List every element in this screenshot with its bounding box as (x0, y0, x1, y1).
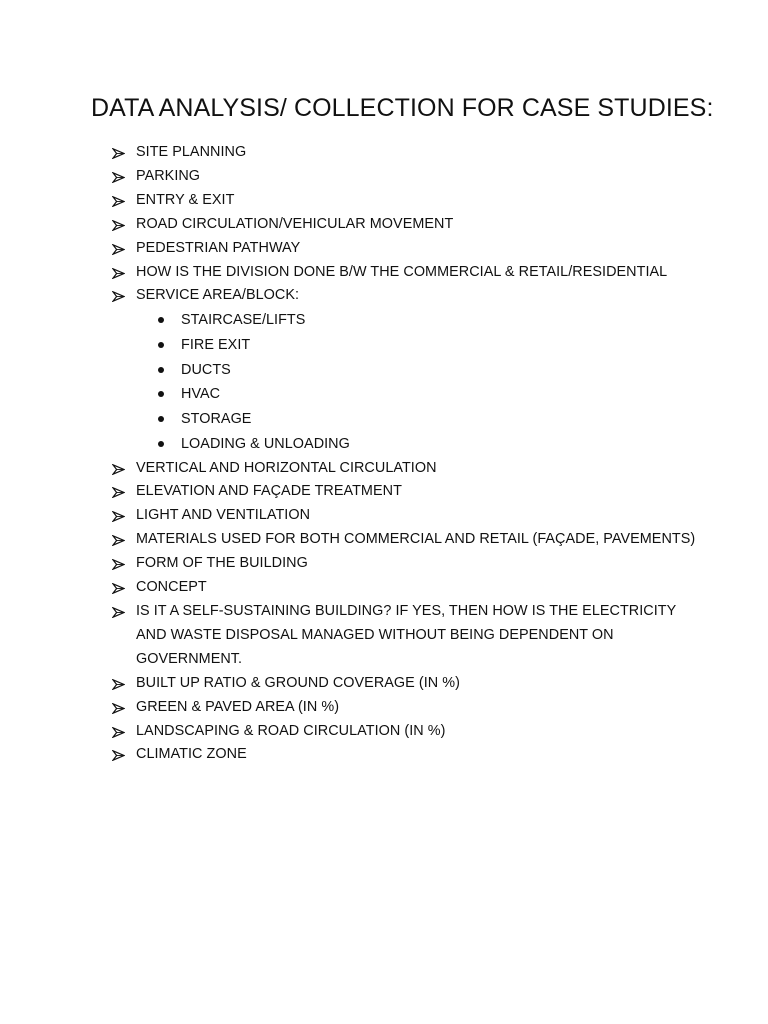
round-bullet-icon (158, 416, 164, 422)
sublist-item-label: LOADING & UNLOADING (181, 435, 350, 452)
list-item-materials (0, 528, 768, 552)
list-item-elevation-facade (0, 480, 768, 504)
round-bullet-icon (158, 367, 164, 373)
arrowhead-bullet-icon (112, 148, 125, 159)
sublist-item (181, 358, 688, 383)
list-item-pedestrian-pathway (0, 237, 768, 261)
arrowhead-bullet-icon (112, 196, 125, 207)
arrowhead-bullet-icon (112, 607, 125, 618)
list-item-label: HOW IS THE DIVISION DONE B/W THE COMMERCIAL & RETAIL/RESIDENTIAL (136, 263, 668, 280)
list-item-label: CONCEPT (136, 579, 207, 596)
list-item-parking (0, 165, 768, 189)
sublist-item-label: HVAC (181, 386, 221, 403)
list-item-label: GREEN & PAVED AREA (IN %) (136, 698, 340, 715)
checklist (0, 141, 768, 767)
list-item-concept (0, 576, 768, 600)
arrowhead-bullet-icon (112, 750, 125, 761)
page-title: DATA ANALYSIS/ COLLECTION FOR CASE STUDIES: (91, 94, 714, 122)
list-item-label: LANDSCAPING & ROAD CIRCULATION (IN %) (136, 722, 446, 739)
list-item-self-sustaining (0, 600, 768, 672)
list-item-label: ELEVATION AND FAÇADE TREATMENT (136, 483, 402, 500)
list-item-climatic-zone (0, 743, 768, 767)
arrowhead-bullet-icon (112, 727, 125, 738)
arrowhead-bullet-icon (112, 487, 125, 498)
list-item-label: BUILT UP RATIO & GROUND COVERAGE (IN %) (136, 674, 460, 691)
list-item-label: LIGHT AND VENTILATION (136, 507, 311, 524)
list-item-light-ventilation (0, 504, 768, 528)
arrowhead-bullet-icon (112, 172, 125, 183)
sublist-item-label: STORAGE (181, 411, 252, 428)
list-item-label: VERTICAL AND HORIZONTAL CIRCULATION (136, 459, 437, 476)
round-bullet-icon (158, 391, 164, 397)
list-item-road-circulation (0, 213, 768, 237)
service-sublist (181, 308, 688, 456)
list-item-built-up-ratio (0, 672, 768, 696)
list-item-green-paved (0, 696, 768, 720)
arrowhead-bullet-icon (112, 703, 125, 714)
arrowhead-bullet-icon (112, 535, 125, 546)
round-bullet-icon (158, 342, 164, 348)
list-item-label: SERVICE AREA/BLOCK: (136, 287, 300, 304)
sublist-item-label: FIRE EXIT (181, 337, 251, 354)
list-item-site-planning (0, 141, 768, 165)
list-item-division (0, 261, 768, 285)
arrowhead-bullet-icon (112, 679, 125, 690)
sublist-item (181, 382, 688, 407)
list-item-landscaping (0, 720, 768, 744)
sublist-item (181, 432, 688, 457)
arrowhead-bullet-icon (112, 511, 125, 522)
list-item-entry-exit (0, 189, 768, 213)
arrowhead-bullet-icon (112, 268, 125, 279)
sublist-item (181, 333, 688, 358)
arrowhead-bullet-icon (112, 583, 125, 594)
round-bullet-icon (158, 317, 164, 323)
list-item-form (0, 552, 768, 576)
list-item-vertical-horizontal-circulation (0, 457, 768, 481)
list-item-label: FORM OF THE BUILDING (136, 555, 308, 572)
sublist-item-label: STAIRCASE/LIFTS (181, 312, 306, 329)
round-bullet-icon (158, 441, 164, 447)
arrowhead-bullet-icon (112, 291, 125, 302)
list-item-label: ROAD CIRCULATION/VEHICULAR MOVEMENT (136, 215, 454, 232)
list-item-label: PARKING (136, 167, 201, 184)
arrowhead-bullet-icon (112, 220, 125, 231)
sublist-item (181, 308, 688, 333)
sublist-item (181, 407, 688, 432)
arrowhead-bullet-icon (112, 559, 125, 570)
list-item-label: SITE PLANNING (136, 144, 247, 160)
list-item-service-area (0, 284, 768, 456)
list-item-label: CLIMATIC ZONE (136, 746, 247, 763)
list-item-label: PEDESTRIAN PATHWAY (136, 239, 301, 256)
list-item-label: ENTRY & EXIT (136, 191, 235, 208)
sublist-item-label: DUCTS (181, 361, 231, 378)
arrowhead-bullet-icon (112, 244, 125, 255)
arrowhead-bullet-icon (112, 464, 125, 475)
list-item-label: IS IT A SELF-SUSTAINING BUILDING? IF YES, THEN HOW IS THE ELECTRICITY AND WASTE DISPOSAL MANAGED WITHOUT BEING DEPENDENT ON GOVERNMENT. (136, 603, 677, 667)
list-item-label: MATERIALS USED FOR BOTH COMMERCIAL AND RETAIL (FAÇADE, PAVEMENTS) (136, 531, 696, 548)
